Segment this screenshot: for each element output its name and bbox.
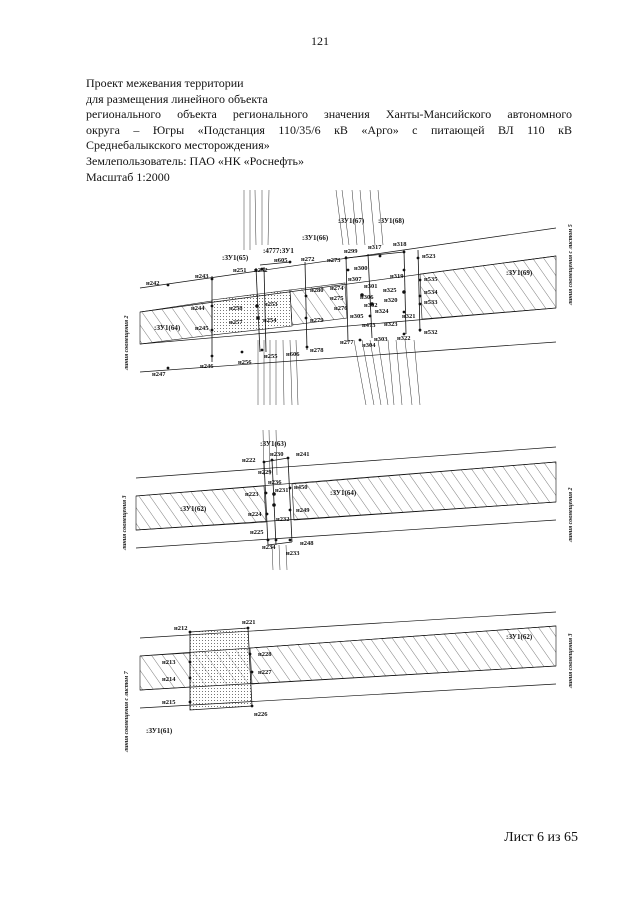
point-label: н243 <box>195 273 209 280</box>
map-1-zone: :ЗУ1(64) <box>154 324 181 332</box>
point-label: н214 <box>162 676 176 683</box>
point-label: н253 <box>264 301 278 308</box>
header-line-5: Среднебалыкского месторождения» <box>86 138 270 153</box>
point-label: н274 <box>330 285 344 292</box>
point-label: н231 <box>275 487 289 494</box>
point-label: н221 <box>242 619 256 626</box>
header-line-3: регионального объекта регионального значения Ханты-Мансийского автономного <box>86 107 572 122</box>
header-line-4: округа – Югры «Подстанция 110/35/6 кВ «Арго» с питающей ВЛ 110 кВ <box>86 122 572 137</box>
point-label: н225 <box>250 529 264 536</box>
map-1 <box>124 190 574 405</box>
point-label: н236 <box>268 479 282 486</box>
map-1-dotted-plot <box>212 290 292 335</box>
point-label: н226 <box>254 711 268 718</box>
point-label: н228 <box>258 651 272 658</box>
point-label: н523 <box>422 253 436 260</box>
point-label: н535 <box>424 276 438 283</box>
point-label: н307 <box>348 276 362 283</box>
map-2-side-left: линия совмещения 3 <box>122 495 128 550</box>
point-label: н278 <box>310 347 324 354</box>
point-label: н251 <box>233 267 247 274</box>
point-label: н275 <box>330 295 344 302</box>
point-label: н325 <box>383 287 397 294</box>
map-2-side-right: линия совмещения 2 <box>568 487 574 542</box>
point-label: н532 <box>424 329 438 336</box>
point-label: н276 <box>334 305 348 312</box>
point-label: н229 <box>258 469 272 476</box>
point-label: н323 <box>384 321 398 328</box>
point-label: н317 <box>368 244 382 251</box>
map-1-side-right: линия совмещения с листом 5 <box>568 224 574 305</box>
point-label: н318 <box>393 241 407 248</box>
point-label: н248 <box>300 540 314 547</box>
point-label: н450 <box>294 484 308 491</box>
land-user: Землепользователь: ПАО «НК «Роснефть» <box>86 153 304 168</box>
point-label: н302 <box>364 302 378 309</box>
map-1-zone: :ЗУ1(69) <box>506 269 533 277</box>
map-3-side-right: линия совмещения 3 <box>568 633 574 688</box>
point-label: н280 <box>310 287 324 294</box>
point-label: н473 <box>362 322 376 329</box>
point-label: н272 <box>301 256 315 263</box>
point-label: н224 <box>248 511 262 518</box>
point-label: н252 <box>254 267 268 274</box>
map-1-zone: :ЗУ1(67) <box>338 217 365 225</box>
point-label: н213 <box>162 659 176 666</box>
header-line-1: Проект межевания территории <box>86 76 244 90</box>
point-label: н305 <box>350 313 364 320</box>
map-3-zone: :ЗУ1(62) <box>506 633 533 641</box>
map-1-zone: :ЗУ1(68) <box>378 217 405 225</box>
point-label: н249 <box>296 507 310 514</box>
point-label: н279 <box>310 317 324 324</box>
point-label: н301 <box>364 283 378 290</box>
point-label: н233 <box>286 550 300 557</box>
point-label: н254 <box>263 317 277 324</box>
point-label: н321 <box>402 313 416 320</box>
point-label: н258 <box>229 305 243 312</box>
point-label: н605 <box>274 257 288 264</box>
point-label: н245 <box>195 325 209 332</box>
point-label: н273 <box>327 257 341 264</box>
point-label: н242 <box>146 280 160 287</box>
point-label: н255 <box>264 353 278 360</box>
page-number: 121 <box>311 34 329 48</box>
map-1-side-left: линия совмещения 2 <box>124 315 130 370</box>
map-1-zone: :4777:ЗУ1 <box>263 247 294 255</box>
map-2-zone: :ЗУ1(63) <box>260 440 287 448</box>
point-label: н534 <box>424 289 438 296</box>
point-label: н606 <box>286 351 300 358</box>
point-label: н256 <box>238 359 252 366</box>
map-3-zone: :ЗУ1(61) <box>146 727 173 735</box>
point-label: н277 <box>340 339 354 346</box>
sheet-number: Лист 6 из 65 <box>504 830 578 845</box>
point-label: н230 <box>270 451 284 458</box>
point-label: н246 <box>200 363 214 370</box>
point-label: н247 <box>152 371 166 378</box>
point-label: н223 <box>245 491 259 498</box>
point-label: н533 <box>424 299 438 306</box>
map-1-zone: :ЗУ1(66) <box>302 234 329 242</box>
point-label: н299 <box>344 248 358 255</box>
map-2-zone: :ЗУ1(64) <box>330 489 357 497</box>
point-label: н232 <box>276 516 290 523</box>
map-2-zone: :ЗУ1(62) <box>180 505 207 513</box>
point-label: н324 <box>375 308 389 315</box>
point-label: н222 <box>242 457 256 464</box>
point-label: н244 <box>191 305 205 312</box>
map-2 <box>122 430 574 570</box>
point-label: н212 <box>174 625 188 632</box>
scale: Масштаб 1:2000 <box>86 169 170 184</box>
map-3 <box>124 612 574 753</box>
point-label: н304 <box>362 342 376 349</box>
map-3-hatch-overlay <box>190 648 252 687</box>
header-line-2: для размещения линейного объекта <box>86 91 268 106</box>
point-label: н257 <box>229 319 243 326</box>
map-1-zone: :ЗУ1(65) <box>222 254 249 262</box>
map-1-hatch-right <box>420 256 556 319</box>
point-label: н319 <box>390 273 404 280</box>
point-label: н303 <box>374 336 388 343</box>
map-3-side-left: линия совмещения с листом 7 <box>124 671 130 752</box>
point-label: н320 <box>384 297 398 304</box>
point-label: н322 <box>397 335 411 342</box>
point-label: н241 <box>296 451 310 458</box>
point-label: н300 <box>354 265 368 272</box>
point-label: н234 <box>262 544 276 551</box>
point-label: н306 <box>360 294 374 301</box>
point-label: н215 <box>162 699 176 706</box>
point-label: н227 <box>258 669 272 676</box>
